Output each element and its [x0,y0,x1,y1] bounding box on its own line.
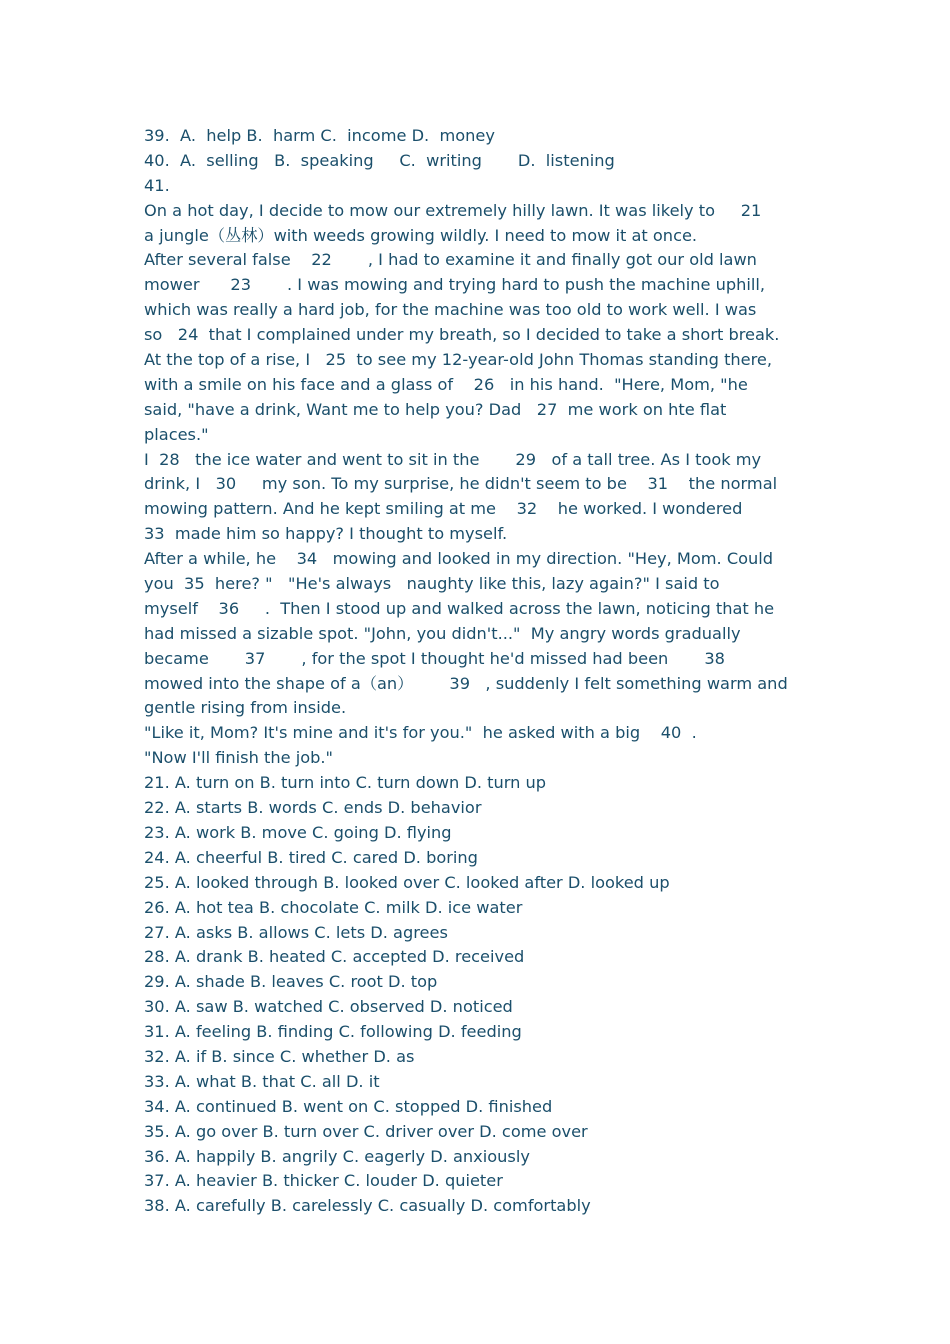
option-line-21: 21. A. turn on B. turn into C. turn down D. turn up [144,773,547,793]
passage-line: said, "have a drink, Want me to help you? Dad 27 me work on hte flat [144,399,727,419]
passage-line: which was really a hard job, for the machine was too old to work well. I was [144,300,757,320]
option-line-31: 31. A. feeling B. finding C. following D. feeding [144,1022,522,1042]
option-line-33: 33. A. what B. that C. all D. it [144,1071,380,1091]
passage-line: On a hot day, I decide to mow our extremely hilly lawn. It was likely to 21 [144,200,762,220]
option-line-30: 30. A. saw B. watched C. observed D. noticed [144,997,513,1017]
passage-line: 33 made him so happy? I thought to myself. [144,524,508,544]
passage-line: At the top of a rise, I 25 to see my 12-year-old John Thomas standing there, [144,350,773,370]
option-line-36: 36. A. happily B. angrily C. eagerly D. anxiously [144,1146,530,1166]
passage-line: mowed into the shape of a（an） 39 , suddenly I felt something warm and [144,673,788,693]
passage-line: a jungle（丛林）with weeds growing wildly. I need to mow it at once. [144,225,698,245]
option-line-27: 27. A. asks B. allows C. lets D. agrees [144,922,448,942]
passage-line: places." [144,424,209,444]
passage-line: mowing pattern. And he kept smiling at me 32 he worked. I wondered [144,499,743,519]
option-line-22: 22. A. starts B. words C. ends D. behavior [144,798,482,818]
passage-line: so 24 that I complained under my breath, so I decided to take a short break. [144,325,780,345]
option-line-39: 39. A. help B. harm C. income D. money [144,126,495,145]
passage-line: became 37 , for the spot I thought he'd missed had been 38 [144,648,725,668]
question-number-41: 41. [144,175,170,195]
document-content [144,124,824,1219]
option-line-34: 34. A. continued B. went on C. stopped D. finished [144,1096,553,1116]
option-line-23: 23. A. work B. move C. going D. flying [144,822,452,842]
option-line-32: 32. A. if B. since C. whether D. as [144,1046,415,1066]
passage-line: gentle rising from inside. [144,698,347,718]
option-line-40: 40. A. selling B. speaking C. writing D. listening [144,150,615,170]
passage-line: with a smile on his face and a glass of 26 in his hand. "Here, Mom, "he [144,374,748,394]
option-line-38: 38. A. carefully B. carelessly C. casually D. comfortably [144,1196,591,1216]
option-line-25: 25. A. looked through B. looked over C. looked after D. looked up [144,872,670,892]
passage-line: myself 36 . Then I stood up and walked across the lawn, noticing that he [144,598,775,618]
passage-line: "Like it, Mom? It's mine and it's for you." he asked with a big 40 . [144,723,697,743]
passage-line: After several false 22 , I had to examine it and finally got our old lawn [144,250,757,270]
passage-line: you 35 here? " "He's always naughty like this, lazy again?" I said to [144,574,720,594]
option-line-35: 35. A. go over B. turn over C. driver over D. come over [144,1121,588,1141]
option-line-37: 37. A. heavier B. thicker C. louder D. quieter [144,1171,503,1191]
passage-line: I 28 the ice water and went to sit in the 29 of a tall tree. As I took my [144,449,762,469]
option-line-26: 26. A. hot tea B. chocolate C. milk D. ice water [144,897,523,917]
passage-line: mower 23 . I was mowing and trying hard to push the machine uphill, [144,275,766,295]
option-line-28: 28. A. drank B. heated C. accepted D. received [144,947,525,967]
option-line-29: 29. A. shade B. leaves C. root D. top [144,972,438,992]
passage-line: had missed a sizable spot. "John, you didn't..." My angry words gradually [144,623,741,643]
option-line-24: 24. A. cheerful B. tired C. cared D. boring [144,847,478,867]
passage-line: After a while, he 34 mowing and looked in my direction. "Hey, Mom. Could [144,549,774,569]
passage-line: drink, I 30 my son. To my surprise, he didn't seem to be 31 the normal [144,474,778,494]
passage-line: "Now I'll finish the job." [144,748,333,768]
